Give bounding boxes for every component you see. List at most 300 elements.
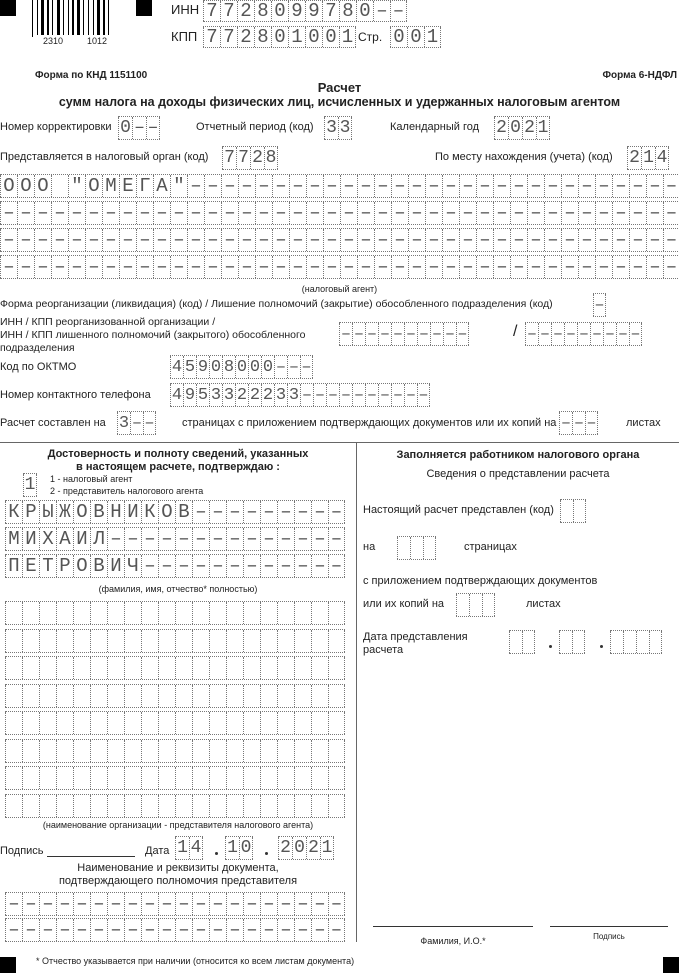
field-cell[interactable] xyxy=(277,712,294,734)
field-cell[interactable] xyxy=(107,740,124,762)
field-cell[interactable]: – xyxy=(277,919,294,941)
field-cell[interactable] xyxy=(22,630,39,652)
field-cell[interactable] xyxy=(22,602,39,624)
reorg-code-field[interactable] xyxy=(593,293,606,317)
field-cell[interactable]: – xyxy=(604,324,616,344)
field-cell[interactable]: Ы xyxy=(39,501,56,523)
field-cell[interactable] xyxy=(141,630,158,652)
field-cell[interactable] xyxy=(311,630,328,652)
field-cell[interactable]: – xyxy=(141,528,158,550)
field-cell[interactable]: – xyxy=(255,202,272,224)
field-cell[interactable]: 3 xyxy=(275,385,287,405)
field-cell[interactable]: – xyxy=(493,229,510,251)
field-cell[interactable]: – xyxy=(34,202,51,224)
field-cell[interactable] xyxy=(277,795,294,817)
field-cell[interactable]: В xyxy=(175,501,192,523)
field-cell[interactable] xyxy=(5,712,22,734)
field-cell[interactable] xyxy=(56,630,73,652)
field-cell[interactable]: Р xyxy=(56,555,73,577)
field-cell[interactable]: – xyxy=(493,256,510,278)
field-cell[interactable]: – xyxy=(85,202,102,224)
field-cell[interactable] xyxy=(90,740,107,762)
field-cell[interactable] xyxy=(209,685,226,707)
field-cell[interactable] xyxy=(141,602,158,624)
field-cell[interactable]: – xyxy=(294,555,311,577)
field-cell[interactable] xyxy=(124,767,141,789)
field-cell[interactable]: – xyxy=(226,528,243,550)
field-cell[interactable]: К xyxy=(141,501,158,523)
field-cell[interactable]: – xyxy=(272,202,289,224)
field-cell[interactable]: – xyxy=(459,175,476,197)
field-cell[interactable] xyxy=(158,740,175,762)
field-cell[interactable]: Л xyxy=(90,528,107,550)
field-cell[interactable] xyxy=(623,631,636,653)
field-cell[interactable]: – xyxy=(136,229,153,251)
field-cell[interactable]: – xyxy=(544,256,561,278)
field-cell[interactable]: – xyxy=(153,229,170,251)
field-cell[interactable] xyxy=(56,740,73,762)
field-cell[interactable]: 1 xyxy=(339,27,356,47)
field-cell[interactable] xyxy=(175,712,192,734)
field-cell[interactable]: – xyxy=(493,202,510,224)
field-cell[interactable]: – xyxy=(34,229,51,251)
field-cell[interactable]: Х xyxy=(39,528,56,550)
field-cell[interactable]: 7 xyxy=(220,27,237,47)
field-cell[interactable] xyxy=(469,594,482,616)
field-cell[interactable] xyxy=(124,630,141,652)
field-cell[interactable]: – xyxy=(187,202,204,224)
field-cell[interactable]: – xyxy=(612,256,629,278)
field-cell[interactable]: – xyxy=(595,229,612,251)
field-cell[interactable]: – xyxy=(209,501,226,523)
field-cell[interactable]: – xyxy=(243,893,260,915)
field-cell[interactable]: – xyxy=(392,385,404,405)
field-cell[interactable]: – xyxy=(22,893,39,915)
first-name-field[interactable] xyxy=(5,527,345,551)
field-cell[interactable] xyxy=(158,767,175,789)
field-cell[interactable]: 1 xyxy=(641,147,655,169)
field-cell[interactable]: – xyxy=(418,324,430,344)
field-cell[interactable] xyxy=(39,685,56,707)
field-cell[interactable]: Т xyxy=(39,555,56,577)
field-cell[interactable]: – xyxy=(209,555,226,577)
field-cell[interactable] xyxy=(39,602,56,624)
field-cell[interactable] xyxy=(175,740,192,762)
field-cell[interactable]: – xyxy=(425,229,442,251)
field-cell[interactable] xyxy=(397,537,410,559)
field-cell[interactable] xyxy=(610,631,623,653)
field-cell[interactable]: – xyxy=(39,919,56,941)
field-cell[interactable]: 5 xyxy=(197,385,209,405)
field-cell[interactable] xyxy=(277,602,294,624)
field-cell[interactable]: – xyxy=(340,385,352,405)
field-cell[interactable]: 3 xyxy=(324,117,338,139)
field-cell[interactable]: 0 xyxy=(210,357,222,377)
field-cell[interactable]: – xyxy=(591,324,603,344)
field-cell[interactable] xyxy=(124,712,141,734)
field-cell[interactable] xyxy=(39,657,56,679)
field-cell[interactable]: Н xyxy=(107,501,124,523)
field-cell[interactable] xyxy=(456,594,469,616)
field-cell[interactable]: – xyxy=(311,501,328,523)
field-cell[interactable] xyxy=(294,657,311,679)
field-cell[interactable]: – xyxy=(646,202,663,224)
field-cell[interactable] xyxy=(175,657,192,679)
field-cell[interactable]: 7 xyxy=(220,1,237,21)
field-cell[interactable] xyxy=(141,795,158,817)
field-cell[interactable]: – xyxy=(353,324,365,344)
field-cell[interactable] xyxy=(141,685,158,707)
field-cell[interactable]: – xyxy=(314,385,326,405)
field-cell[interactable] xyxy=(39,740,56,762)
field-cell[interactable]: 9 xyxy=(288,1,305,21)
field-cell[interactable] xyxy=(328,767,345,789)
field-cell[interactable]: – xyxy=(306,256,323,278)
field-cell[interactable]: 1 xyxy=(537,118,549,138)
field-cell[interactable]: – xyxy=(243,555,260,577)
field-cell[interactable] xyxy=(5,740,22,762)
field-cell[interactable]: – xyxy=(277,893,294,915)
field-cell[interactable]: М xyxy=(102,175,119,197)
field-cell[interactable]: – xyxy=(578,324,590,344)
field-cell[interactable]: – xyxy=(221,175,238,197)
field-cell[interactable]: – xyxy=(272,256,289,278)
field-cell[interactable]: 8 xyxy=(254,27,271,47)
field-cell[interactable]: 0 xyxy=(305,27,322,47)
field-cell[interactable]: – xyxy=(527,202,544,224)
field-cell[interactable]: – xyxy=(442,256,459,278)
field-cell[interactable]: – xyxy=(612,175,629,197)
field-cell[interactable] xyxy=(51,175,68,197)
field-cell[interactable] xyxy=(260,657,277,679)
org-name-row[interactable] xyxy=(5,684,345,708)
field-cell[interactable]: Ж xyxy=(56,501,73,523)
field-cell[interactable] xyxy=(56,712,73,734)
field-cell[interactable] xyxy=(226,767,243,789)
field-cell[interactable]: 9 xyxy=(184,385,196,405)
field-cell[interactable]: – xyxy=(294,501,311,523)
field-cell[interactable] xyxy=(73,602,90,624)
field-cell[interactable] xyxy=(73,685,90,707)
org-name-row[interactable] xyxy=(5,601,345,625)
field-cell[interactable] xyxy=(22,657,39,679)
field-cell[interactable]: О xyxy=(73,555,90,577)
field-cell[interactable]: – xyxy=(204,229,221,251)
field-cell[interactable]: – xyxy=(204,175,221,197)
field-cell[interactable] xyxy=(560,500,573,522)
field-cell[interactable]: – xyxy=(144,413,155,433)
field-cell[interactable]: 1 xyxy=(175,837,189,859)
field-cell[interactable] xyxy=(175,767,192,789)
field-cell[interactable]: 2 xyxy=(249,385,261,405)
field-cell[interactable]: – xyxy=(119,202,136,224)
field-cell[interactable] xyxy=(260,795,277,817)
field-cell[interactable] xyxy=(22,712,39,734)
field-cell[interactable]: – xyxy=(328,919,345,941)
sheets-count-field[interactable] xyxy=(559,411,598,435)
field-cell[interactable]: О xyxy=(0,175,17,197)
field-cell[interactable] xyxy=(226,685,243,707)
phone-field[interactable] xyxy=(170,383,430,407)
field-cell[interactable]: – xyxy=(476,256,493,278)
agent-name-row-3[interactable] xyxy=(0,228,679,252)
field-cell[interactable]: 8 xyxy=(265,148,277,168)
field-cell[interactable] xyxy=(294,602,311,624)
field-cell[interactable] xyxy=(328,657,345,679)
field-cell[interactable]: – xyxy=(238,202,255,224)
field-cell[interactable]: 3 xyxy=(210,385,222,405)
date-year-field[interactable] xyxy=(278,836,334,860)
field-cell[interactable]: – xyxy=(260,555,277,577)
field-cell[interactable]: – xyxy=(277,528,294,550)
field-cell[interactable]: 7 xyxy=(203,1,220,21)
field-cell[interactable] xyxy=(294,712,311,734)
field-cell[interactable] xyxy=(73,712,90,734)
field-cell[interactable] xyxy=(175,602,192,624)
field-cell[interactable]: – xyxy=(187,175,204,197)
field-cell[interactable]: – xyxy=(425,202,442,224)
field-cell[interactable] xyxy=(141,657,158,679)
field-cell[interactable] xyxy=(260,740,277,762)
field-cell[interactable]: – xyxy=(328,893,345,915)
field-cell[interactable]: – xyxy=(328,501,345,523)
field-cell[interactable] xyxy=(90,602,107,624)
field-cell[interactable] xyxy=(260,712,277,734)
field-cell[interactable]: – xyxy=(366,324,378,344)
field-cell[interactable]: – xyxy=(328,555,345,577)
field-cell[interactable]: – xyxy=(560,413,572,433)
field-cell[interactable] xyxy=(277,767,294,789)
field-cell[interactable] xyxy=(649,631,662,653)
field-cell[interactable]: 1 xyxy=(24,475,36,495)
field-cell[interactable] xyxy=(141,740,158,762)
field-cell[interactable]: 4 xyxy=(190,838,202,858)
reorg-inn-field[interactable] xyxy=(339,322,469,346)
field-cell[interactable]: 0 xyxy=(508,117,522,139)
field-cell[interactable]: – xyxy=(357,256,374,278)
field-cell[interactable]: – xyxy=(170,229,187,251)
field-cell[interactable]: – xyxy=(192,501,209,523)
field-cell[interactable] xyxy=(5,602,22,624)
field-cell[interactable]: – xyxy=(457,324,468,344)
field-cell[interactable] xyxy=(573,500,586,522)
field-cell[interactable]: – xyxy=(288,357,300,377)
field-cell[interactable]: – xyxy=(260,501,277,523)
field-cell[interactable]: – xyxy=(595,175,612,197)
field-cell[interactable]: – xyxy=(124,893,141,915)
field-cell[interactable]: – xyxy=(294,919,311,941)
field-cell[interactable]: – xyxy=(0,229,17,251)
field-cell[interactable]: – xyxy=(594,295,605,315)
org-name-row[interactable] xyxy=(5,794,345,818)
field-cell[interactable] xyxy=(107,630,124,652)
field-cell[interactable]: – xyxy=(390,1,407,21)
field-cell[interactable]: 8 xyxy=(339,1,356,21)
field-cell[interactable] xyxy=(107,602,124,624)
field-cell[interactable] xyxy=(522,631,535,653)
field-cell[interactable]: 0 xyxy=(407,27,424,47)
field-cell[interactable] xyxy=(328,602,345,624)
field-cell[interactable]: – xyxy=(578,256,595,278)
field-cell[interactable]: – xyxy=(136,256,153,278)
field-cell[interactable]: – xyxy=(0,202,17,224)
field-cell[interactable]: В xyxy=(90,555,107,577)
field-cell[interactable] xyxy=(277,630,294,652)
field-cell[interactable]: – xyxy=(366,385,378,405)
submission-date-month[interactable] xyxy=(559,630,585,654)
kpp-field[interactable] xyxy=(203,26,356,48)
field-cell[interactable]: – xyxy=(573,413,585,433)
field-cell[interactable]: 9 xyxy=(305,1,322,21)
field-cell[interactable]: – xyxy=(630,324,641,344)
field-cell[interactable]: – xyxy=(391,202,408,224)
field-cell[interactable] xyxy=(311,740,328,762)
field-cell[interactable] xyxy=(124,740,141,762)
field-cell[interactable]: 5 xyxy=(184,357,196,377)
calendar-year-field[interactable] xyxy=(494,116,550,140)
field-cell[interactable]: 1 xyxy=(424,27,441,47)
field-cell[interactable] xyxy=(410,537,423,559)
field-cell[interactable]: – xyxy=(119,229,136,251)
field-cell[interactable]: – xyxy=(510,229,527,251)
field-cell[interactable]: – xyxy=(527,229,544,251)
field-cell[interactable] xyxy=(226,795,243,817)
field-cell[interactable]: – xyxy=(425,256,442,278)
field-cell[interactable]: – xyxy=(124,528,141,550)
field-cell[interactable]: – xyxy=(107,528,124,550)
field-cell[interactable]: – xyxy=(459,202,476,224)
field-cell[interactable] xyxy=(192,630,209,652)
field-cell[interactable]: П xyxy=(5,555,22,577)
field-cell[interactable] xyxy=(482,594,495,616)
field-cell[interactable]: 8 xyxy=(223,357,235,377)
field-cell[interactable] xyxy=(192,602,209,624)
field-cell[interactable] xyxy=(175,795,192,817)
field-cell[interactable]: – xyxy=(221,256,238,278)
field-cell[interactable]: – xyxy=(238,175,255,197)
field-cell[interactable] xyxy=(107,657,124,679)
field-cell[interactable]: 4 xyxy=(656,148,668,168)
field-cell[interactable] xyxy=(328,795,345,817)
field-cell[interactable]: – xyxy=(175,893,192,915)
field-cell[interactable]: – xyxy=(391,256,408,278)
field-cell[interactable]: – xyxy=(323,229,340,251)
field-cell[interactable]: – xyxy=(238,256,255,278)
oktmo-field[interactable] xyxy=(170,355,313,379)
field-cell[interactable]: – xyxy=(646,229,663,251)
field-cell[interactable]: – xyxy=(221,229,238,251)
field-cell[interactable]: – xyxy=(328,528,345,550)
field-cell[interactable]: – xyxy=(476,202,493,224)
field-cell[interactable] xyxy=(209,630,226,652)
agent-name-row-4[interactable] xyxy=(0,255,679,279)
field-cell[interactable]: О xyxy=(34,175,51,197)
field-cell[interactable] xyxy=(572,631,585,653)
field-cell[interactable]: – xyxy=(255,175,272,197)
field-cell[interactable] xyxy=(175,630,192,652)
field-cell[interactable]: – xyxy=(73,893,90,915)
field-cell[interactable]: – xyxy=(663,175,679,197)
field-cell[interactable]: – xyxy=(374,202,391,224)
field-cell[interactable] xyxy=(39,795,56,817)
field-cell[interactable]: – xyxy=(5,919,22,941)
field-cell[interactable]: – xyxy=(327,385,339,405)
field-cell[interactable]: 2 xyxy=(494,117,508,139)
field-cell[interactable]: – xyxy=(107,893,124,915)
field-cell[interactable]: – xyxy=(56,893,73,915)
field-cell[interactable] xyxy=(260,602,277,624)
field-cell[interactable]: 7 xyxy=(322,1,339,21)
reporting-period-field[interactable] xyxy=(324,116,352,140)
field-cell[interactable]: – xyxy=(51,202,68,224)
field-cell[interactable] xyxy=(5,767,22,789)
org-name-row[interactable] xyxy=(5,656,345,680)
surname-field[interactable] xyxy=(5,500,345,524)
field-cell[interactable]: – xyxy=(476,175,493,197)
field-cell[interactable]: – xyxy=(476,229,493,251)
field-cell[interactable]: – xyxy=(459,256,476,278)
field-cell[interactable] xyxy=(311,602,328,624)
officer-name-line[interactable] xyxy=(373,926,533,927)
field-cell[interactable] xyxy=(5,630,22,652)
field-cell[interactable]: – xyxy=(39,893,56,915)
field-cell[interactable] xyxy=(73,657,90,679)
field-cell[interactable]: " xyxy=(170,175,187,197)
field-cell[interactable] xyxy=(328,712,345,734)
field-cell[interactable]: – xyxy=(90,893,107,915)
field-cell[interactable]: 0 xyxy=(118,117,132,139)
field-cell[interactable]: – xyxy=(209,919,226,941)
field-cell[interactable]: 3 xyxy=(223,385,235,405)
field-cell[interactable]: 1 xyxy=(321,838,333,858)
field-cell[interactable]: – xyxy=(175,919,192,941)
field-cell[interactable]: 0 xyxy=(271,27,288,47)
field-cell[interactable]: – xyxy=(561,175,578,197)
agent-name-row-1[interactable] xyxy=(0,174,679,198)
field-cell[interactable] xyxy=(107,767,124,789)
field-cell[interactable]: – xyxy=(289,229,306,251)
field-cell[interactable]: 4 xyxy=(171,385,183,405)
field-cell[interactable] xyxy=(158,685,175,707)
right-sheets-field[interactable] xyxy=(456,593,495,617)
org-name-row[interactable] xyxy=(5,739,345,763)
field-cell[interactable]: – xyxy=(595,202,612,224)
field-cell[interactable] xyxy=(39,767,56,789)
field-cell[interactable]: – xyxy=(192,893,209,915)
field-cell[interactable] xyxy=(311,685,328,707)
field-cell[interactable] xyxy=(192,685,209,707)
field-cell[interactable]: 8 xyxy=(254,1,271,21)
field-cell[interactable] xyxy=(124,685,141,707)
field-cell[interactable] xyxy=(124,602,141,624)
field-cell[interactable]: – xyxy=(311,919,328,941)
field-cell[interactable]: – xyxy=(226,555,243,577)
field-cell[interactable]: 0 xyxy=(240,838,252,858)
field-cell[interactable]: – xyxy=(158,919,175,941)
field-cell[interactable]: – xyxy=(51,256,68,278)
field-cell[interactable] xyxy=(243,630,260,652)
doc-details-row-2[interactable] xyxy=(5,918,345,942)
field-cell[interactable] xyxy=(636,631,649,653)
field-cell[interactable] xyxy=(90,712,107,734)
field-cell[interactable]: 2 xyxy=(262,385,274,405)
field-cell[interactable] xyxy=(209,712,226,734)
field-cell[interactable] xyxy=(5,657,22,679)
field-cell[interactable]: – xyxy=(131,413,143,433)
field-cell[interactable]: – xyxy=(68,229,85,251)
field-cell[interactable] xyxy=(209,657,226,679)
field-cell[interactable] xyxy=(56,795,73,817)
